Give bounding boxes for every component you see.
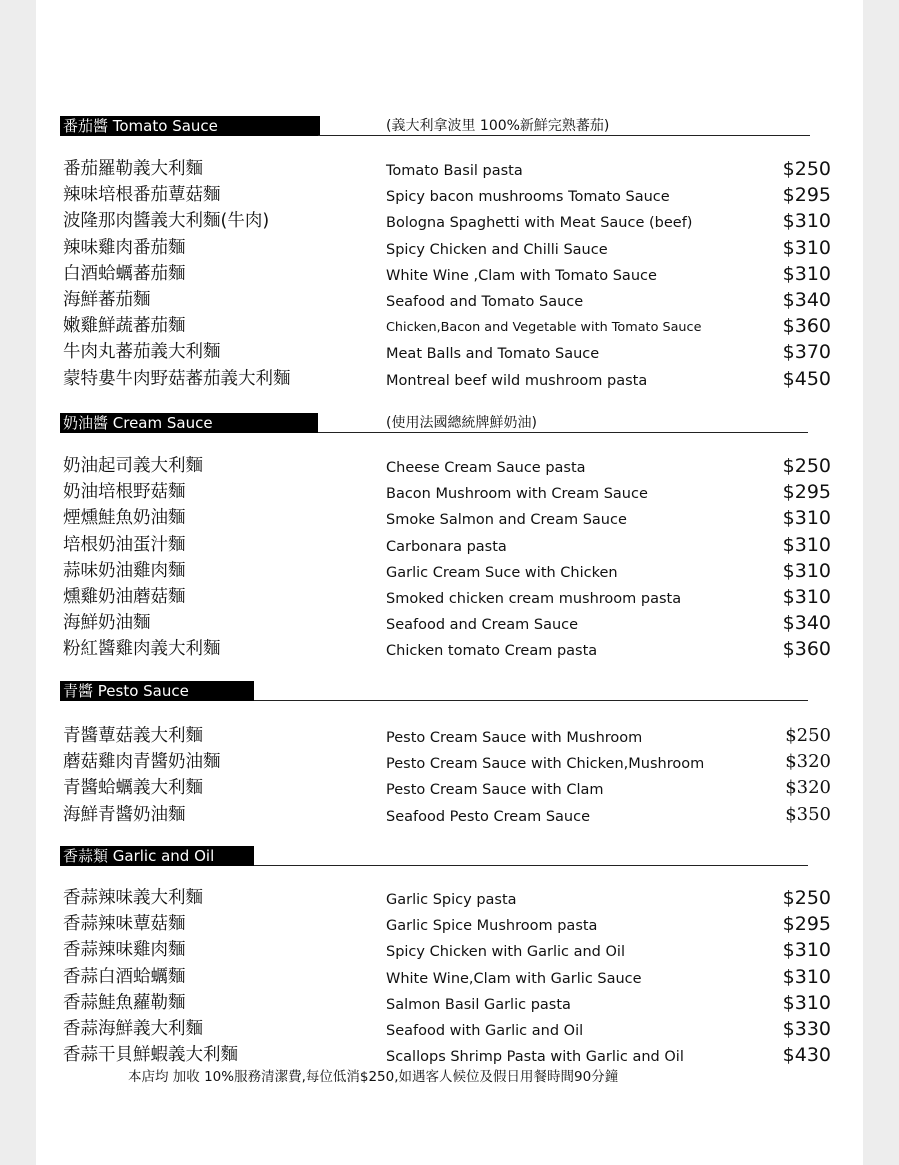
item-name-en: White Wine ,Clam with Tomato Sauce [386,267,657,284]
menu-item [36,803,863,829]
item-name-en: Spicy bacon mushrooms Tomato Sauce [386,189,670,206]
section-note: (義大利拿波里 100%新鮮完熟蕃茄) [386,118,610,134]
menu-item [36,991,863,1017]
menu-item [36,183,863,209]
item-price: $340 [782,612,831,635]
menu-item [36,886,863,912]
item-name-en: Seafood Pesto Cream Sauce [386,808,591,825]
item-name-en: Bologna Spaghetti with Meat Sauce (beef) [386,215,693,232]
item-name-zh: 白酒蛤蠣蕃茄麵 [63,263,186,284]
section-pesto-sauce [36,681,863,825]
service-charge-note: 本店均 加收 10%服務清潔費,每位低消$250,如遇客人候位及假日用餐時間90分鐘 [128,1069,619,1085]
menu-item [36,533,863,559]
section-note: (使用法國總統牌鮮奶油) [386,415,537,431]
item-name-en: Seafood and Tomato Sauce [386,293,584,310]
menu-item [36,340,863,366]
item-price: $310 [782,236,831,259]
item-price: $250 [782,158,831,180]
section-header [36,413,863,433]
menu-item [36,262,863,288]
menu-item [36,750,863,776]
item-price: $310 [782,585,831,608]
section-header [36,116,863,136]
item-name-zh: 嫩雞鮮蔬蕃茄麵 [63,316,186,337]
item-name-zh: 辣味雞肉番茄麵 [63,237,186,258]
item-name-en: Chicken tomato Cream pasta [386,643,598,660]
item-price: $320 [785,777,831,799]
item-name-en: Garlic Spice Mushroom pasta [386,918,598,935]
item-price: $295 [782,184,831,207]
section-header [36,846,863,866]
item-price: $250 [785,725,831,746]
item-name-en: Pesto Cream Sauce with Chicken,Mushroom [386,756,705,773]
item-name-en: Carbonara pasta [386,538,507,555]
section-title: 奶油醬 Cream Sauce [60,413,318,433]
item-price: $310 [782,533,831,556]
item-name-en: Spicy Chicken with Garlic and Oil [386,944,625,961]
item-price: $360 [782,638,831,661]
item-name-en: Tomato Basil pasta [386,163,523,179]
menu-item [36,236,863,262]
item-price: $370 [782,341,831,364]
item-name-en: Bacon Mushroom with Cream Sauce [386,486,648,503]
item-name-zh: 奶油起司義大利麵 [63,456,203,476]
item-name-zh: 牛肉丸蕃茄義大利麵 [63,342,221,363]
item-price: $310 [782,507,831,530]
item-price: $430 [782,1044,831,1067]
item-name-zh: 青醬蛤蠣義大利麵 [63,778,203,799]
item-price: $310 [782,262,831,285]
item-name-zh: 波隆那肉醬義大利麵(牛肉) [63,211,270,232]
item-price: $320 [785,751,831,773]
item-name-en: Pesto Cream Sauce with Clam [386,782,604,799]
item-price: $360 [782,315,831,338]
item-name-en: White Wine,Clam with Garlic Sauce [386,970,642,987]
item-name-zh: 粉紅醬雞肉義大利麵 [63,639,221,660]
section-garlic-oil [36,846,863,1067]
item-name-zh: 海鮮奶油麵 [63,613,151,634]
section-tomato-sauce [36,116,863,390]
item-price: $295 [782,913,831,936]
menu-item [36,637,863,663]
item-name-en: Garlic Spicy pasta [386,892,517,908]
item-name-en: Scallops Shrimp Pasta with Garlic and Oil [386,1049,684,1066]
menu-item [36,1017,863,1043]
item-price: $310 [782,210,831,233]
section-header [36,681,863,701]
item-name-en: Meat Balls and Tomato Sauce [386,346,600,363]
menu-item [36,724,863,750]
item-name-en: Garlic Cream Suce with Chicken [386,564,618,581]
item-name-zh: 煙燻鮭魚奶油麵 [63,508,186,529]
item-price: $295 [782,481,831,504]
menu-page [36,0,863,1165]
menu-item [36,965,863,991]
item-name-zh: 奶油培根野菇麵 [63,482,186,503]
item-name-zh: 番茄羅勒義大利麵 [63,159,203,179]
menu-item [36,611,863,637]
item-name-zh: 燻雞奶油蘑菇麵 [63,586,186,607]
item-name-en: Pesto Cream Sauce with Mushroom [386,730,643,746]
item-name-zh: 香蒜辣味雞肉麵 [63,940,186,961]
item-name-en: Smoke Salmon and Cream Sauce [386,512,627,529]
item-name-zh: 香蒜鮭魚蘿勒麵 [63,992,186,1013]
item-name-zh: 蒙特婁牛肉野菇蕃茄義大利麵 [63,368,291,389]
section-title: 青醬 Pesto Sauce [60,681,254,701]
item-price: $310 [782,939,831,962]
item-name-zh: 香蒜辣味義大利麵 [63,888,203,908]
menu-item [36,938,863,964]
section-title: 番茄醬 Tomato Sauce [60,116,320,136]
item-price: $340 [782,288,831,311]
item-name-zh: 辣味培根番茄蕈菇麵 [63,185,221,206]
item-price: $450 [782,367,831,390]
menu-item [36,585,863,611]
menu-item [36,157,863,183]
menu-item [36,912,863,938]
item-name-zh: 海鮮蕃茄麵 [63,289,151,310]
item-name-zh: 香蒜干貝鮮蝦義大利麵 [63,1045,238,1066]
item-price: $350 [785,803,831,825]
section-title: 香蒜類 Garlic and Oil [60,846,254,866]
item-price: $330 [782,1017,831,1040]
menu-item [36,209,863,235]
item-name-zh: 培根奶油蛋汁麵 [63,534,186,555]
item-name-zh: 香蒜辣味蕈菇麵 [63,914,186,935]
item-price: $310 [782,965,831,988]
item-name-en: Seafood with Garlic and Oil [386,1022,584,1039]
section-divider [318,135,810,136]
item-price: $250 [782,887,831,909]
item-name-zh: 蘑菇雞肉青醬奶油麵 [63,752,221,773]
menu-item [36,559,863,585]
item-name-zh: 青醬蕈菇義大利麵 [63,726,203,746]
menu-item [36,454,863,480]
menu-item [36,288,863,314]
section-divider [254,700,808,701]
section-divider [318,432,808,433]
item-name-zh: 蒜味奶油雞肉麵 [63,560,186,581]
item-price: $310 [782,559,831,582]
item-name-zh: 香蒜白酒蛤蠣麵 [63,966,186,987]
menu-item [36,776,863,802]
menu-item [36,367,863,393]
item-name-en: Montreal beef wild mushroom pasta [386,372,648,389]
item-name-en: Cheese Cream Sauce pasta [386,460,586,476]
menu-item [36,314,863,340]
item-name-en: Spicy Chicken and Chilli Sauce [386,241,608,258]
item-name-en: Chicken,Bacon and Vegetable with Tomato Sauce [386,320,702,336]
section-cream-sauce [36,413,863,661]
menu-item [36,506,863,532]
section-divider [254,865,808,866]
item-name-en: Seafood and Cream Sauce [386,617,579,634]
item-name-en: Salmon Basil Garlic pasta [386,996,571,1013]
item-price: $250 [782,455,831,477]
item-name-zh: 香蒜海鮮義大利麵 [63,1018,203,1039]
item-price: $310 [782,991,831,1014]
menu-item [36,480,863,506]
item-name-en: Smoked chicken cream mushroom pasta [386,590,682,607]
item-name-zh: 海鮮青醬奶油麵 [63,804,186,825]
